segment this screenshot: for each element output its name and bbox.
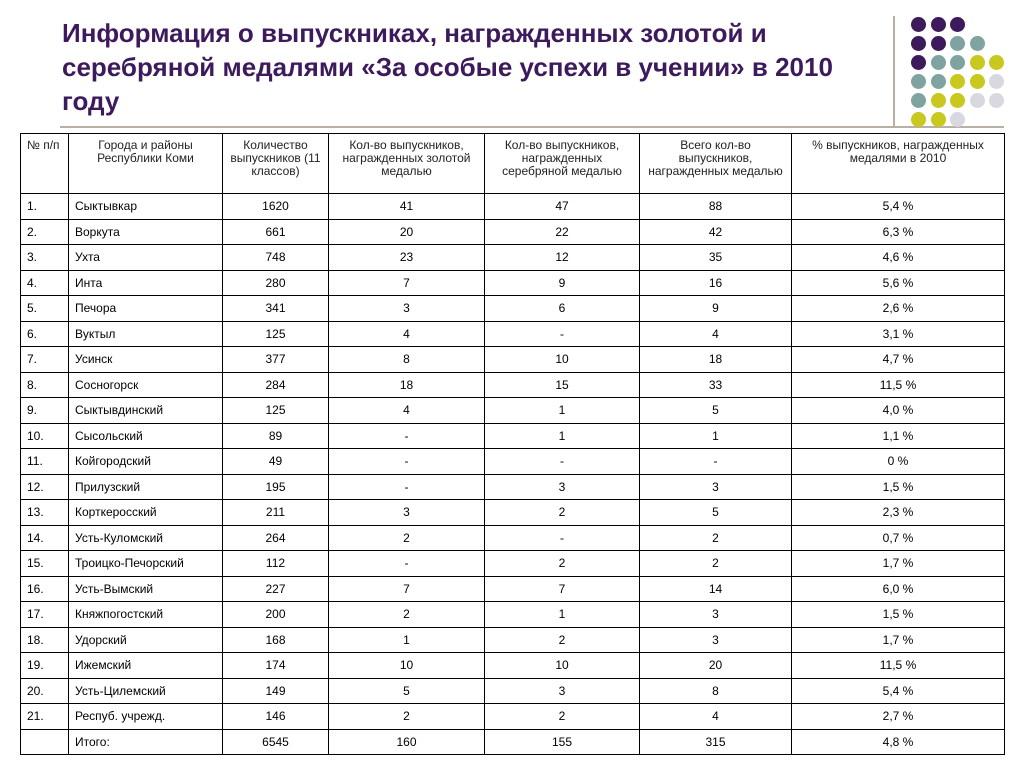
decorative-dot [931,36,946,51]
table-header-row [21,134,1005,194]
graduates-count: 49 [223,449,329,475]
decorative-dot [950,36,965,51]
row-index: 13. [21,500,69,526]
graduates-medals-table [20,133,1005,755]
gold-medal-count: 23 [329,245,485,271]
header-medal-percent: % выпускников, награжденных медалями в 2010 [792,134,1005,194]
total-medal-count: 18 [640,347,792,373]
decorative-dot [989,74,1004,89]
decorative-dot [950,74,965,89]
graduates-count: 211 [223,500,329,526]
decorative-dot [911,36,926,51]
header-silver-medal-count: Кол-во выпускников, награжденных серебряной медалью [485,134,640,194]
row-index: 15. [21,551,69,577]
table-row [21,627,1005,653]
district-name: Итого: [69,729,223,755]
graduates-count: 89 [223,423,329,449]
graduates-count: 168 [223,627,329,653]
total-medal-count: 9 [640,296,792,322]
district-name: Воркута [69,219,223,245]
medal-percent: 2,7 % [792,704,1005,730]
table-row [21,576,1005,602]
header-total-medal-count: Всего кол-во выпускников, награжденных медалью [640,134,792,194]
district-name: Сыктывдинский [69,398,223,424]
medal-percent: 0,7 % [792,525,1005,551]
silver-medal-count: 1 [485,423,640,449]
silver-medal-count: 10 [485,653,640,679]
table-row [21,602,1005,628]
graduates-count: 227 [223,576,329,602]
row-index: 19. [21,653,69,679]
decorative-dot [989,55,1004,70]
medal-percent: 1,7 % [792,627,1005,653]
row-index: 5. [21,296,69,322]
slide-title: Информация о выпускниках, награжденных золотой и серебряной медалями «За особые успехи в учении» в 2010 году [62,18,833,116]
gold-medal-count: - [329,551,485,577]
table-row [21,245,1005,271]
row-index: 20. [21,678,69,704]
table-row [21,296,1005,322]
total-medal-count: 4 [640,321,792,347]
gold-medal-count: 3 [329,296,485,322]
silver-medal-count: 9 [485,270,640,296]
gold-medal-count: 1 [329,627,485,653]
medal-percent: 11,5 % [792,653,1005,679]
row-index: 16. [21,576,69,602]
gold-medal-count: - [329,423,485,449]
row-index: 10. [21,423,69,449]
row-index: 21. [21,704,69,730]
gold-medal-count: 2 [329,704,485,730]
title-divider-horizontal [60,126,1004,128]
district-name: Печора [69,296,223,322]
decorative-dot [911,55,926,70]
row-index: 7. [21,347,69,373]
silver-medal-count: 12 [485,245,640,271]
silver-medal-count: 2 [485,500,640,526]
total-medal-count: 88 [640,194,792,220]
silver-medal-count: - [485,525,640,551]
gold-medal-count: 2 [329,602,485,628]
graduates-count: 661 [223,219,329,245]
gold-medal-count: 2 [329,525,485,551]
table-row [21,678,1005,704]
medal-percent: 6,0 % [792,576,1005,602]
gold-medal-count: 18 [329,372,485,398]
decorative-dot [989,93,1004,108]
district-name: Ухта [69,245,223,271]
table-row [21,372,1005,398]
gold-medal-count: 10 [329,653,485,679]
total-medal-count: 3 [640,627,792,653]
district-name: Усть-Вымский [69,576,223,602]
medal-percent: 5,4 % [792,194,1005,220]
silver-medal-count: - [485,321,640,347]
graduates-count: 125 [223,398,329,424]
table-row [21,347,1005,373]
table-row [21,321,1005,347]
decorative-dot-pattern [905,11,1024,141]
decorative-dot [970,55,985,70]
total-medal-count: 35 [640,245,792,271]
graduates-count: 341 [223,296,329,322]
medal-percent: 2,6 % [792,296,1005,322]
graduates-count: 280 [223,270,329,296]
total-medal-count: - [640,449,792,475]
medal-percent: 1,5 % [792,474,1005,500]
silver-medal-count: 2 [485,551,640,577]
district-name: Сосногорск [69,372,223,398]
decorative-dot [950,55,965,70]
decorative-dot [970,36,985,51]
row-index: 9. [21,398,69,424]
medal-percent: 6,3 % [792,219,1005,245]
total-medal-count: 5 [640,398,792,424]
decorative-dot [931,93,946,108]
decorative-dot [970,93,985,108]
graduates-count: 125 [223,321,329,347]
gold-medal-count: 41 [329,194,485,220]
table-row [21,653,1005,679]
district-name: Удорский [69,627,223,653]
medal-percent: 4,0 % [792,398,1005,424]
district-name: Ижемский [69,653,223,679]
decorative-dot [911,17,926,32]
medal-percent: 4,6 % [792,245,1005,271]
total-medal-count: 4 [640,704,792,730]
table-row [21,474,1005,500]
silver-medal-count: 6 [485,296,640,322]
row-index: 14. [21,525,69,551]
district-name: Усть-Цилемский [69,678,223,704]
total-medal-count: 3 [640,602,792,628]
graduates-count: 6545 [223,729,329,755]
graduates-count: 748 [223,245,329,271]
silver-medal-count: 2 [485,704,640,730]
row-index: 6. [21,321,69,347]
total-medal-count: 3 [640,474,792,500]
total-medal-count: 14 [640,576,792,602]
table-row [21,398,1005,424]
silver-medal-count: 7 [485,576,640,602]
header-gold-medal-count: Кол-во выпускников, награжденных золотой медалью [329,134,485,194]
table-row [21,704,1005,730]
table-row [21,219,1005,245]
gold-medal-count: 7 [329,270,485,296]
decorative-dot [911,93,926,108]
decorative-dot [950,93,965,108]
district-name: Троицко-Печорский [69,551,223,577]
graduates-count: 284 [223,372,329,398]
silver-medal-count: 22 [485,219,640,245]
graduates-count: 149 [223,678,329,704]
medal-percent: 4,7 % [792,347,1005,373]
medal-percent: 5,6 % [792,270,1005,296]
graduates-count: 174 [223,653,329,679]
row-index [21,729,69,755]
district-name: Усть-Куломский [69,525,223,551]
total-medal-count: 315 [640,729,792,755]
gold-medal-count: 8 [329,347,485,373]
decorative-dot [950,112,965,127]
table-row [21,551,1005,577]
row-index: 12. [21,474,69,500]
graduates-count: 200 [223,602,329,628]
gold-medal-count: 4 [329,321,485,347]
graduates-count: 195 [223,474,329,500]
gold-medal-count: 3 [329,500,485,526]
silver-medal-count: 15 [485,372,640,398]
silver-medal-count: 47 [485,194,640,220]
table-row [21,500,1005,526]
gold-medal-count: 7 [329,576,485,602]
decorative-dot [970,74,985,89]
graduates-count: 146 [223,704,329,730]
graduates-count: 377 [223,347,329,373]
total-medal-count: 42 [640,219,792,245]
medal-percent: 4,8 % [792,729,1005,755]
decorative-dot [911,74,926,89]
silver-medal-count: 3 [485,678,640,704]
district-name: Княжпогостский [69,602,223,628]
medal-percent: 1,7 % [792,551,1005,577]
row-index: 17. [21,602,69,628]
silver-medal-count: - [485,449,640,475]
row-index: 3. [21,245,69,271]
gold-medal-count: 5 [329,678,485,704]
row-index: 4. [21,270,69,296]
district-name: Вуктыл [69,321,223,347]
row-index: 1. [21,194,69,220]
medal-percent: 1,5 % [792,602,1005,628]
total-medal-count: 8 [640,678,792,704]
district-name: Респуб. учрежд. [69,704,223,730]
district-name: Корткеросский [69,500,223,526]
total-medal-count: 20 [640,653,792,679]
medal-percent: 5,4 % [792,678,1005,704]
district-name: Прилузский [69,474,223,500]
silver-medal-count: 10 [485,347,640,373]
silver-medal-count: 3 [485,474,640,500]
district-name: Сысольский [69,423,223,449]
total-medal-count: 33 [640,372,792,398]
total-medal-count: 5 [640,500,792,526]
gold-medal-count: 4 [329,398,485,424]
gold-medal-count: - [329,474,485,500]
total-medal-count: 2 [640,551,792,577]
medal-percent: 1,1 % [792,423,1005,449]
medal-percent: 0 % [792,449,1005,475]
decorative-dot [931,74,946,89]
total-medal-count: 1 [640,423,792,449]
header-district: Города и районы Республики Коми [69,134,223,194]
medal-percent: 3,1 % [792,321,1005,347]
table-row [21,194,1005,220]
graduates-count: 1620 [223,194,329,220]
table-row [21,729,1005,755]
row-index: 8. [21,372,69,398]
decorative-dot [950,17,965,32]
silver-medal-count: 1 [485,602,640,628]
silver-medal-count: 2 [485,627,640,653]
row-index: 2. [21,219,69,245]
decorative-dot [931,55,946,70]
row-index: 11. [21,449,69,475]
decorative-dot [911,112,926,127]
gold-medal-count: 20 [329,219,485,245]
graduates-count: 112 [223,551,329,577]
total-medal-count: 16 [640,270,792,296]
table-row [21,449,1005,475]
header-index: № п/п [21,134,69,194]
decorative-dot [931,17,946,32]
title-divider-vertical [893,16,895,128]
header-graduates-count: Количество выпускников (11 классов) [223,134,329,194]
table-row [21,270,1005,296]
medal-percent: 2,3 % [792,500,1005,526]
district-name: Койгородский [69,449,223,475]
row-index: 18. [21,627,69,653]
table-row [21,423,1005,449]
district-name: Инта [69,270,223,296]
medal-percent: 11,5 % [792,372,1005,398]
silver-medal-count: 1 [485,398,640,424]
decorative-dot [931,112,946,127]
silver-medal-count: 155 [485,729,640,755]
district-name: Усинск [69,347,223,373]
district-name: Сыктывкар [69,194,223,220]
total-medal-count: 2 [640,525,792,551]
graduates-count: 264 [223,525,329,551]
gold-medal-count: - [329,449,485,475]
table-row [21,525,1005,551]
gold-medal-count: 160 [329,729,485,755]
